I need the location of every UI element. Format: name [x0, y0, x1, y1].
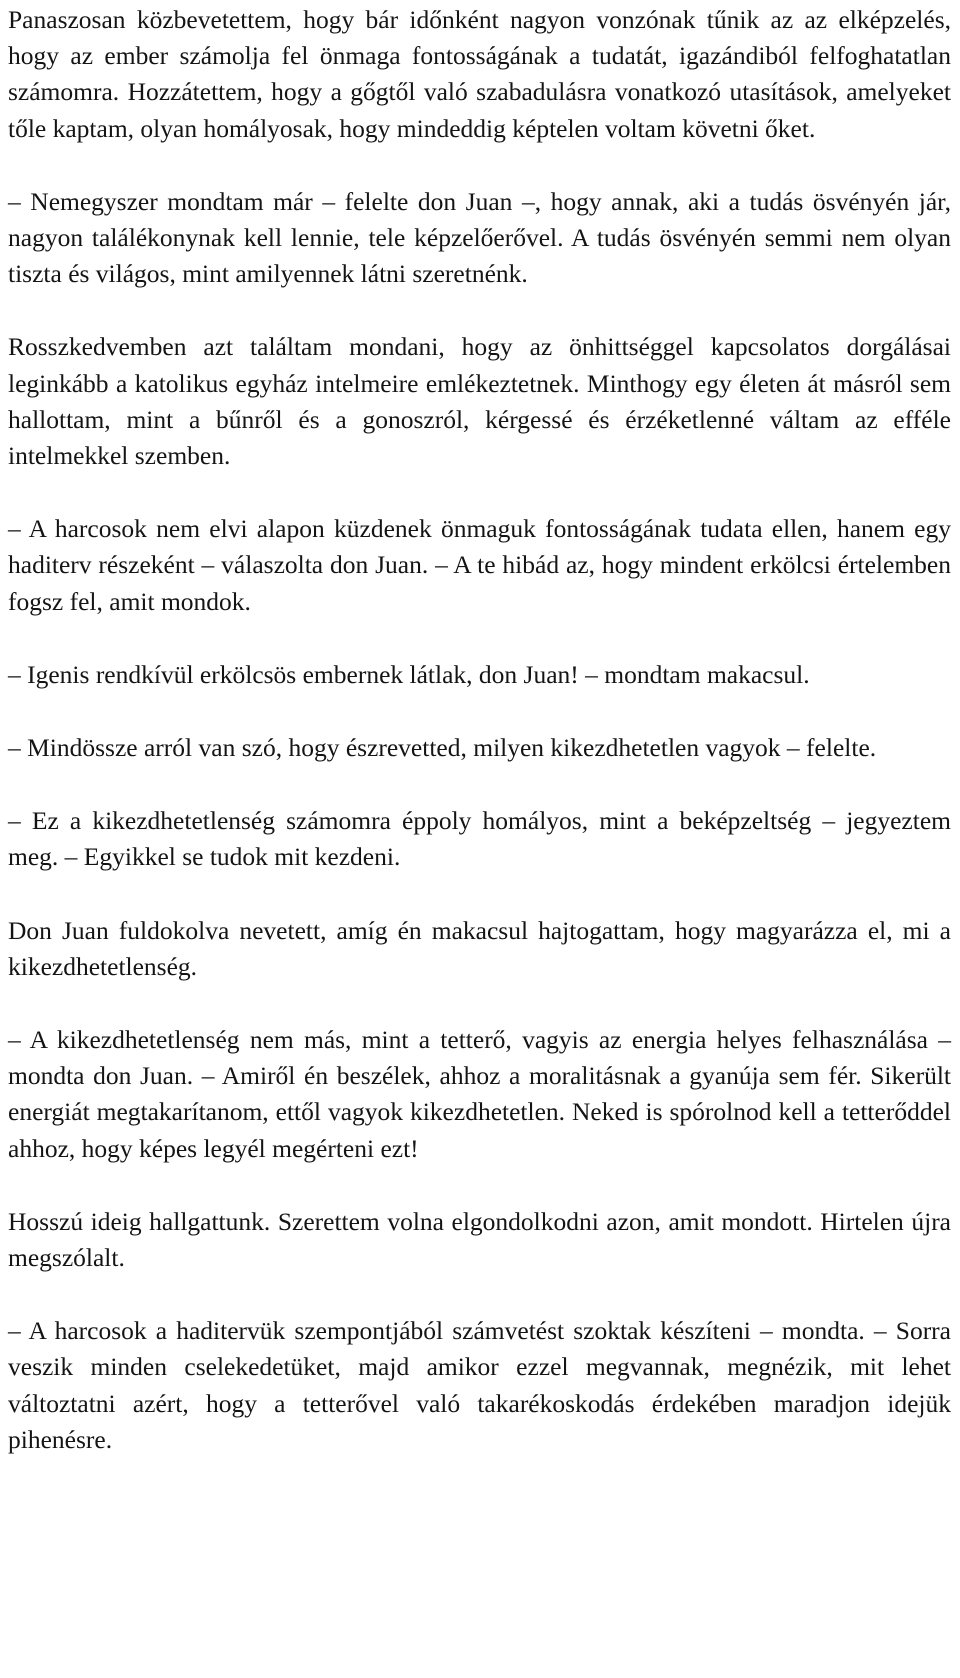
paragraph: – Ez a kikezdhetetlenség számomra éppoly homályos, mint a beképzeltség – jegyeztem meg. – Egyikkel se tudok mit kezdeni.: [8, 806, 951, 872]
paragraph: – Igenis rendkívül erkölcsös embernek látlak, don Juan! – mondtam makacsul.: [8, 659, 810, 689]
paragraph: – A harcosok nem elvi alapon küzdenek önmaguk fontosságának tudata ellen, hanem egy haditerv részeként – válaszolta don Juan. – A te hibád az, hogy mindent erkölcsi értelemben fogsz fel, amit mondok.: [8, 514, 951, 616]
document-page: [8, 2, 951, 1495]
paragraph: – A harcosok a haditervük szempontjából számvetést szoktak készíteni – mondta. – Sorra veszik minden cselekedetüket, majd amikor ezzel megvannak, megnézik, mit lehet változtatni azért, hogy a tetterővel való takarékoskodás érdekében maradjon idejük pihenésre.: [8, 1316, 951, 1454]
paragraph: Don Juan fuldokolva nevetett, amíg én makacsul hajtogattam, hogy magyarázza el, mi a kikezdhetetlenség.: [8, 915, 951, 981]
paragraph: – Mindössze arról van szó, hogy észrevetted, milyen kikezdhetetlen vagyok – felelte.: [8, 733, 877, 763]
paragraph: Panaszosan közbevetettem, hogy bár időnként nagyon vonzónak tűnik az az elképzelés, hogy az ember számolja fel önmaga fontosságának a tudatát, igazándiból felfoghatatlan számomra. Hozzátettem, hogy a gőgtől való szabadulásra vonatkozó utasítások, amelyeket tőle kaptam, olyan homályosak, hogy mindeddig képtelen voltam követni őket.: [8, 5, 951, 143]
paragraph: – A kikezdhetetlenség nem más, mint a tetterő, vagyis az energia helyes felhasználása – mondta don Juan. – Amiről én beszélek, ahhoz a moralitásnak a gyanúja sem fér. Sikerült energiát megtakarítanom, ettől vagyok kikezdhetetlen. Neked is spórolnod kell a tetterőddel ahhoz, hogy képes legyél megérteni ezt!: [8, 1025, 951, 1163]
paragraph: Rosszkedvemben azt találtam mondani, hogy az önhittséggel kapcsolatos dorgálásai leginkább a katolikus egyház intelmeire emlékeztetnek. Minthogy egy életen át másról sem hallottam, mint a bűnről és a gonoszról, kérgessé és érzéketlenné váltam az efféle intelmekkel szemben.: [8, 332, 951, 471]
paragraph: Hosszú ideig hallgattunk. Szerettem volna elgondolkodni azon, amit mondott. Hirtelen újra megszólalt.: [8, 1206, 951, 1273]
paragraph: – Nemegyszer mondtam már – felelte don Juan –, hogy annak, aki a tudás ösvényén jár, nagyon találékonynak kell lennie, tele képzelőerővel. A tudás ösvényén semmi nem olyan tiszta és világos, mint amilyennek látni szeretnénk.: [8, 186, 951, 289]
